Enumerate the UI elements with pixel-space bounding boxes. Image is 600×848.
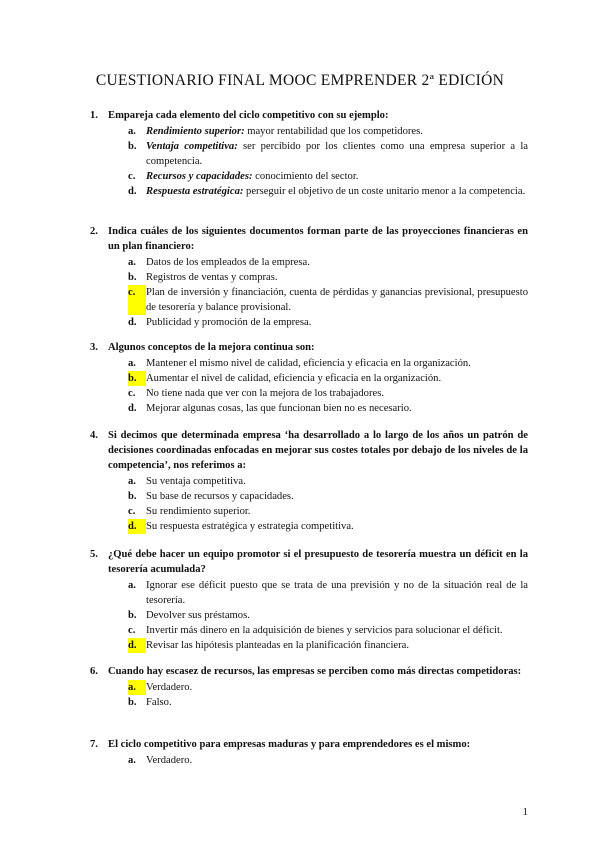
question-5 <box>90 547 528 653</box>
option-text: mayor rentabilidad que los competidores. <box>244 126 423 137</box>
document-title: CUESTIONARIO FINAL MOOC EMPRENDER 2ª EDICIÓN <box>95 72 505 89</box>
question-text: Cuando hay escasez de recursos, las empresas se perciben como más directas competidoras: <box>108 666 522 677</box>
option-letter: a. <box>128 126 136 137</box>
option-letter: d. <box>128 638 146 653</box>
option-d <box>128 184 528 199</box>
option-d <box>128 315 528 330</box>
option-a <box>128 578 528 608</box>
option-text: Su respuesta estratégica y estrategia competitiva. <box>146 521 354 532</box>
option-text: Su base de recursos y capacidades. <box>146 491 294 502</box>
option-c <box>128 386 528 401</box>
question-number: 3. <box>90 342 98 353</box>
question-2 <box>90 224 528 330</box>
option-text: Aumentar el nivel de calidad, eficiencia y eficacia en la organización. <box>146 373 442 384</box>
option-letter: d. <box>128 186 137 197</box>
option-text: Mantener el mismo nivel de calidad, eficiencia y eficacia en la organización. <box>146 358 471 369</box>
option-d-highlighted <box>128 519 528 534</box>
option-term: Ventaja competitiva: <box>146 141 238 152</box>
option-b <box>128 608 528 623</box>
option-letter: c. <box>128 625 136 636</box>
question-4 <box>90 428 528 534</box>
option-text: Devolver sus préstamos. <box>146 610 250 621</box>
option-text: Su ventaja competitiva. <box>146 476 246 487</box>
option-text: Invertir más dinero en la adquisición de bienes y servicios para solucionar el déficit. <box>146 625 503 636</box>
question-number: 1. <box>90 110 98 121</box>
option-b <box>128 695 528 710</box>
question-text: Empareja cada elemento del ciclo competitivo con su ejemplo: <box>108 110 389 121</box>
option-text: Plan de inversión y financiación, cuenta de pérdidas y ganancias previsional, presupuesto de tesorería y balance provisional. <box>146 287 528 313</box>
option-text: Publicidad y promoción de la empresa. <box>146 317 312 328</box>
option-text: Ignorar ese déficit puesto que se trata de una previsión y no de la situación real de la tesorería. <box>146 580 528 606</box>
question-number: 7. <box>90 739 98 750</box>
question-3 <box>90 340 528 416</box>
option-a <box>128 124 528 139</box>
option-text: Revisar las hipótesis planteadas en la planificación financiera. <box>146 640 409 651</box>
question-text: El ciclo competitivo para empresas maduras y para emprendedores es el mismo: <box>108 739 471 750</box>
option-a <box>128 356 528 371</box>
option-b-highlighted <box>128 371 528 386</box>
question-text: Indica cuáles de los siguientes documentos forman parte de las proyecciones financieras en un plan financiero: <box>108 226 528 252</box>
question-text: Si decimos que determinada empresa ‘ha desarrollado a lo largo de los años un patrón de decisiones coordinadas enfocadas en mejorar sus costes totales por debajo de los niveles de la competencia’, nos referimos a: <box>108 430 528 471</box>
option-letter: a. <box>128 680 146 695</box>
option-text: Su rendimiento superior. <box>146 506 251 517</box>
option-text: Verdadero. <box>146 682 193 693</box>
question-number: 2. <box>90 226 98 237</box>
option-a <box>128 255 528 270</box>
option-letter: b. <box>128 272 137 283</box>
option-letter: d. <box>128 317 137 328</box>
option-c <box>128 623 528 638</box>
option-letter: a. <box>128 358 136 369</box>
question-number: 6. <box>90 666 98 677</box>
option-b <box>128 270 528 285</box>
option-letter: b. <box>128 697 137 708</box>
option-letter: d. <box>128 519 146 534</box>
option-letter: c. <box>128 506 136 517</box>
option-text: Falso. <box>146 697 172 708</box>
option-term: Respuesta estratégica: <box>146 186 244 197</box>
page-number: 1 <box>522 806 528 818</box>
option-text: conocimiento del sector. <box>252 171 359 182</box>
option-letter: a. <box>128 755 136 766</box>
option-a <box>128 474 528 489</box>
option-text: Registros de ventas y compras. <box>146 272 278 283</box>
question-text: Algunos conceptos de la mejora continua son: <box>108 342 315 353</box>
option-letter: c. <box>128 171 136 182</box>
option-d-highlighted <box>128 638 528 653</box>
question-7 <box>90 737 528 768</box>
option-term: Rendimiento superior: <box>146 126 245 137</box>
option-letter: b. <box>128 371 146 386</box>
option-a <box>128 753 528 768</box>
option-text: Mejorar algunas cosas, las que funcionan bien no es necesario. <box>146 403 412 414</box>
option-letter: b. <box>128 491 137 502</box>
option-text: Datos de los empleados de la empresa. <box>146 257 310 268</box>
option-d <box>128 401 528 416</box>
question-1 <box>90 108 528 199</box>
option-letter: b. <box>128 610 137 621</box>
option-c-highlighted <box>128 285 528 315</box>
option-letter: d. <box>128 403 137 414</box>
option-c <box>128 504 528 519</box>
option-letter: a. <box>128 580 136 591</box>
option-letter: c. <box>128 285 146 315</box>
question-text: ¿Qué debe hacer un equipo promotor si el presupuesto de tesorería muestra un déficit en la tesorería acumulada? <box>108 549 528 575</box>
option-letter: c. <box>128 388 136 399</box>
option-text: ser percibido por los clientes como una empresa superior a la competencia. <box>146 141 528 167</box>
option-term: Recursos y capacidades: <box>146 171 253 182</box>
option-b <box>128 139 528 169</box>
option-text: No tiene nada que ver con la mejora de los trabajadores. <box>146 388 384 399</box>
option-letter: a. <box>128 476 136 487</box>
option-text: Verdadero. <box>146 755 193 766</box>
question-number: 5. <box>90 549 98 560</box>
option-letter: b. <box>128 141 137 152</box>
question-number: 4. <box>90 430 98 441</box>
option-b <box>128 489 528 504</box>
option-letter: a. <box>128 257 136 268</box>
question-6 <box>90 664 528 710</box>
option-text: perseguir el objetivo de un coste unitario menor a la competencia. <box>243 186 526 197</box>
option-c <box>128 169 528 184</box>
option-a-highlighted <box>128 680 528 695</box>
